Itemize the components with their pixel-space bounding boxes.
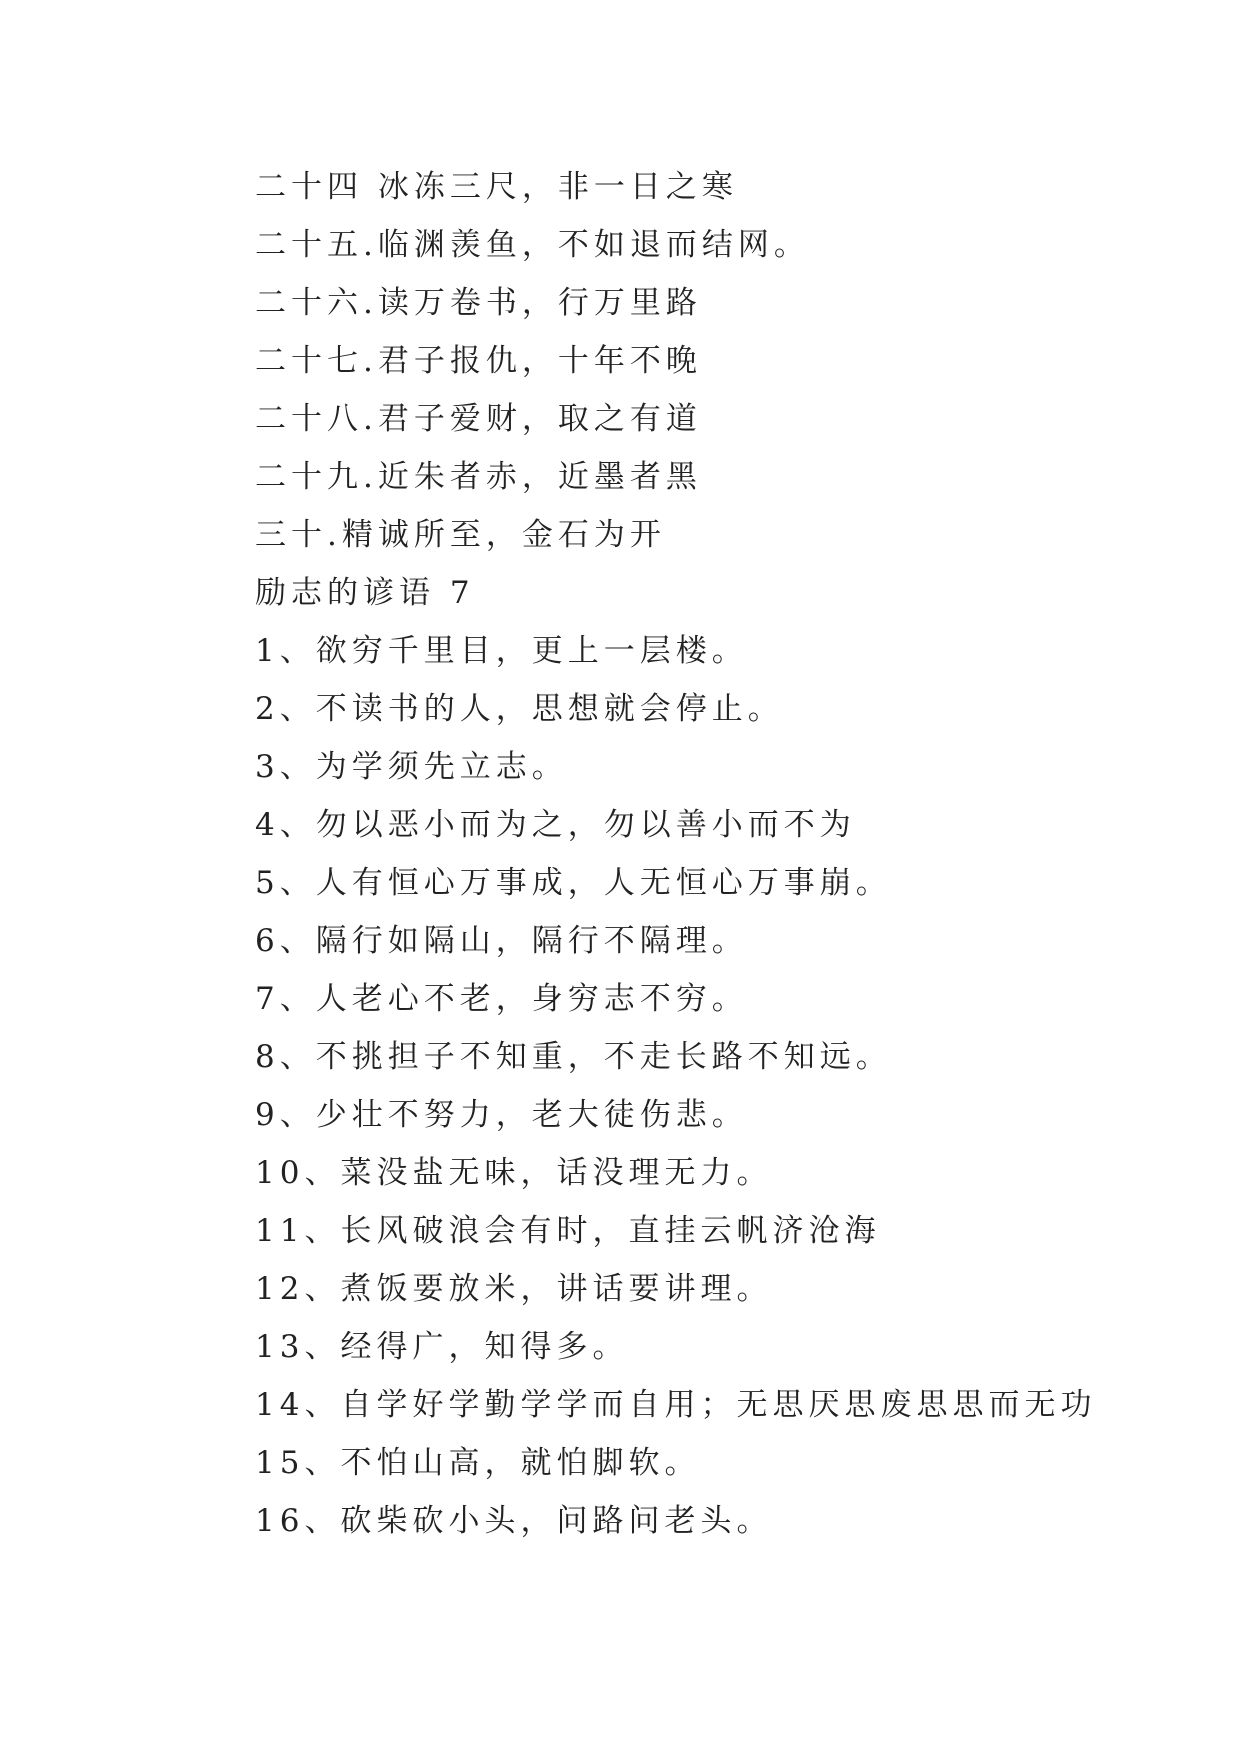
list-item: 15、不怕山高，就怕脚软。 [255,1445,701,1481]
list-item: 8、不挑担子不知重，不走长路不知远。 [255,1039,892,1075]
text-line: 二十五.临渊羡鱼，不如退而结网。 [255,227,810,263]
text-line: 二十八.君子爱财，取之有道 [255,401,702,437]
list-item: 14、自学好学勤学学而自用；无思厌思废思思而无功 [255,1387,1097,1423]
list-item: 11、长风破浪会有时，直挂云帆济沧海 [255,1213,881,1249]
section-heading: 励志的谚语 7 [255,575,475,611]
list-item: 10、菜没盐无味，话没理无力。 [255,1155,773,1191]
list-item: 13、经得广，知得多。 [255,1329,629,1365]
list-item: 5、人有恒心万事成，人无恒心万事崩。 [255,865,892,901]
text-line: 二十六.读万卷书，行万里路 [255,285,702,321]
list-item: 1、欲穷千里目，更上一层楼。 [255,633,748,669]
list-item: 6、隔行如隔山，隔行不隔理。 [255,923,748,959]
list-item: 7、人老心不老，身穷志不穷。 [255,981,748,1017]
document-body [255,158,1155,1550]
list-item: 16、砍柴砍小头，问路问老头。 [255,1503,773,1539]
list-item: 3、为学须先立志。 [255,749,568,785]
list-item: 12、煮饭要放米，讲话要讲理。 [255,1271,773,1307]
text-line: 二十四 冰冻三尺，非一日之寒 [255,169,738,205]
text-line: 二十七.君子报仇，十年不晚 [255,343,702,379]
text-line: 三十.精诚所至，金石为开 [255,517,666,553]
list-item: 2、不读书的人，思想就会停止。 [255,691,784,727]
list-item: 9、少壮不努力，老大徒伤悲。 [255,1097,748,1133]
text-line: 二十九.近朱者赤，近墨者黑 [255,459,702,495]
list-item: 4、勿以恶小而为之，勿以善小而不为 [255,807,856,843]
